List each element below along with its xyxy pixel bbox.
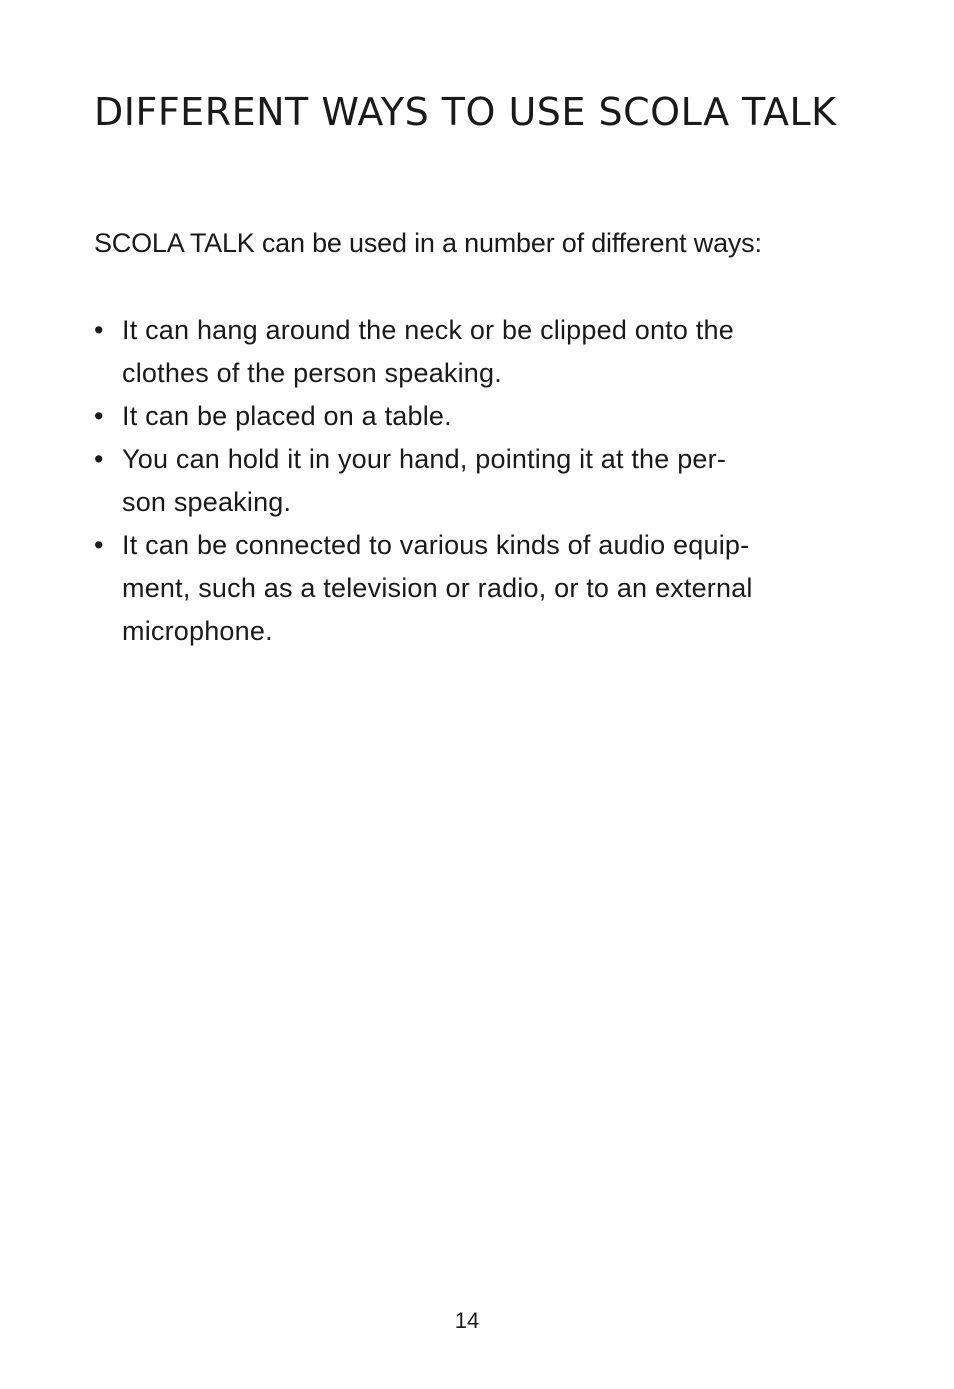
page-heading: DIFFERENT WAYS TO USE SCOLA TALK [94, 90, 837, 134]
bullet-line: It can hang around the neck or be clipped onto the [122, 315, 734, 345]
bullet-icon: • [94, 401, 104, 431]
page-number: 14 [454, 1308, 480, 1333]
list-item [94, 309, 854, 395]
bullet-line: clothes of the person speaking. [122, 358, 502, 388]
bullet-line: son speaking. [122, 487, 292, 517]
bullet-list [94, 309, 854, 653]
bullet-icon: • [94, 444, 104, 474]
bullet-line: ment, such as a television or radio, or to an external [122, 573, 753, 603]
bullet-icon: • [94, 315, 104, 345]
intro-paragraph: SCOLA TALK can be used in a number of different ways: [94, 228, 762, 258]
bullet-line: You can hold it in your hand, pointing it at the per- [122, 444, 727, 474]
bullet-line: It can be placed on a table. [122, 401, 452, 431]
list-item [94, 438, 854, 524]
bullet-icon: • [94, 530, 104, 560]
list-item [94, 524, 854, 653]
bullet-line: It can be connected to various kinds of audio equip- [122, 530, 750, 560]
bullet-line: microphone. [122, 616, 273, 646]
list-item [94, 395, 854, 438]
